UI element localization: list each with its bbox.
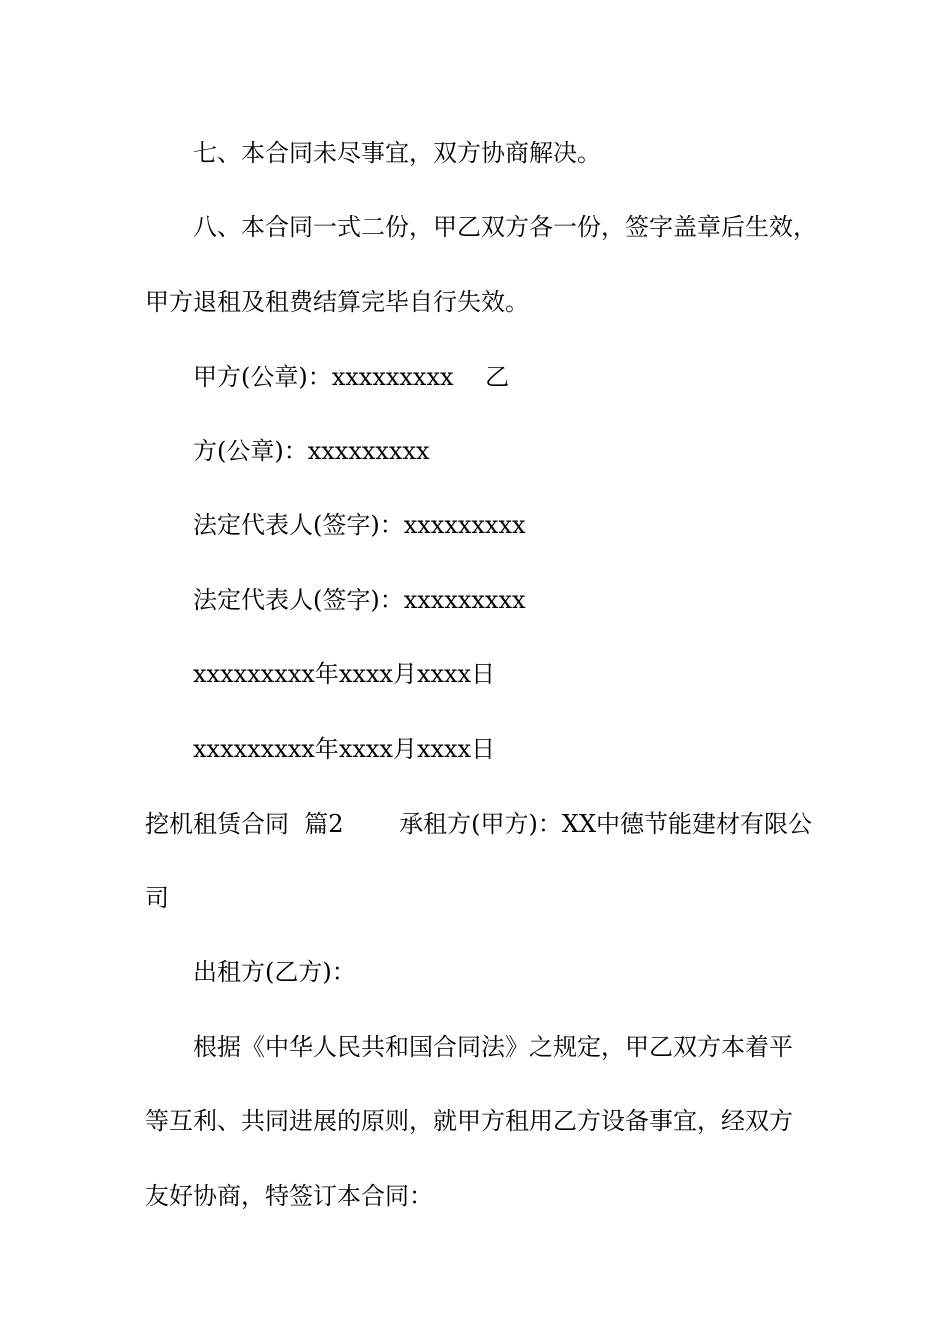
preamble-line-3: 友好协商，特签订本合同：: [145, 1182, 433, 1210]
contract-2-heading: 挖机租赁合同 篇2 承租方(甲方)：XX中德节能建材有限公: [145, 810, 813, 838]
legal-rep-signature-a: 法定代表人(签字)：xxxxxxxxx: [193, 511, 526, 539]
preamble-line-2: 等互利、共同进展的原则，就甲方租用乙方设备事宜，经双方: [145, 1107, 793, 1135]
party-b-seal: 方(公章)：xxxxxxxxx: [193, 437, 430, 465]
lessor-line: 出租方(乙方)：: [193, 958, 356, 986]
clause-8: 八、本合同一式二份，甲乙双方各一份，签字盖章后生效，: [193, 213, 817, 241]
clause-7: 七、本合同未尽事宜，双方协商解决。: [193, 139, 601, 167]
date-line-a: xxxxxxxxx年xxxx月xxxx日: [193, 660, 496, 688]
date-line-b: xxxxxxxxx年xxxx月xxxx日: [193, 735, 496, 763]
contract-2-heading-continued: 司: [145, 884, 169, 912]
preamble-line-1: 根据《中华人民共和国合同法》之规定，甲乙双方本着平: [193, 1033, 793, 1061]
legal-rep-signature-b: 法定代表人(签字)：xxxxxxxxx: [193, 586, 526, 614]
clause-8-continued: 甲方退租及租费结算完毕自行失效。: [145, 288, 529, 316]
party-a-seal: 甲方(公章)：xxxxxxxxx 乙: [193, 363, 510, 391]
